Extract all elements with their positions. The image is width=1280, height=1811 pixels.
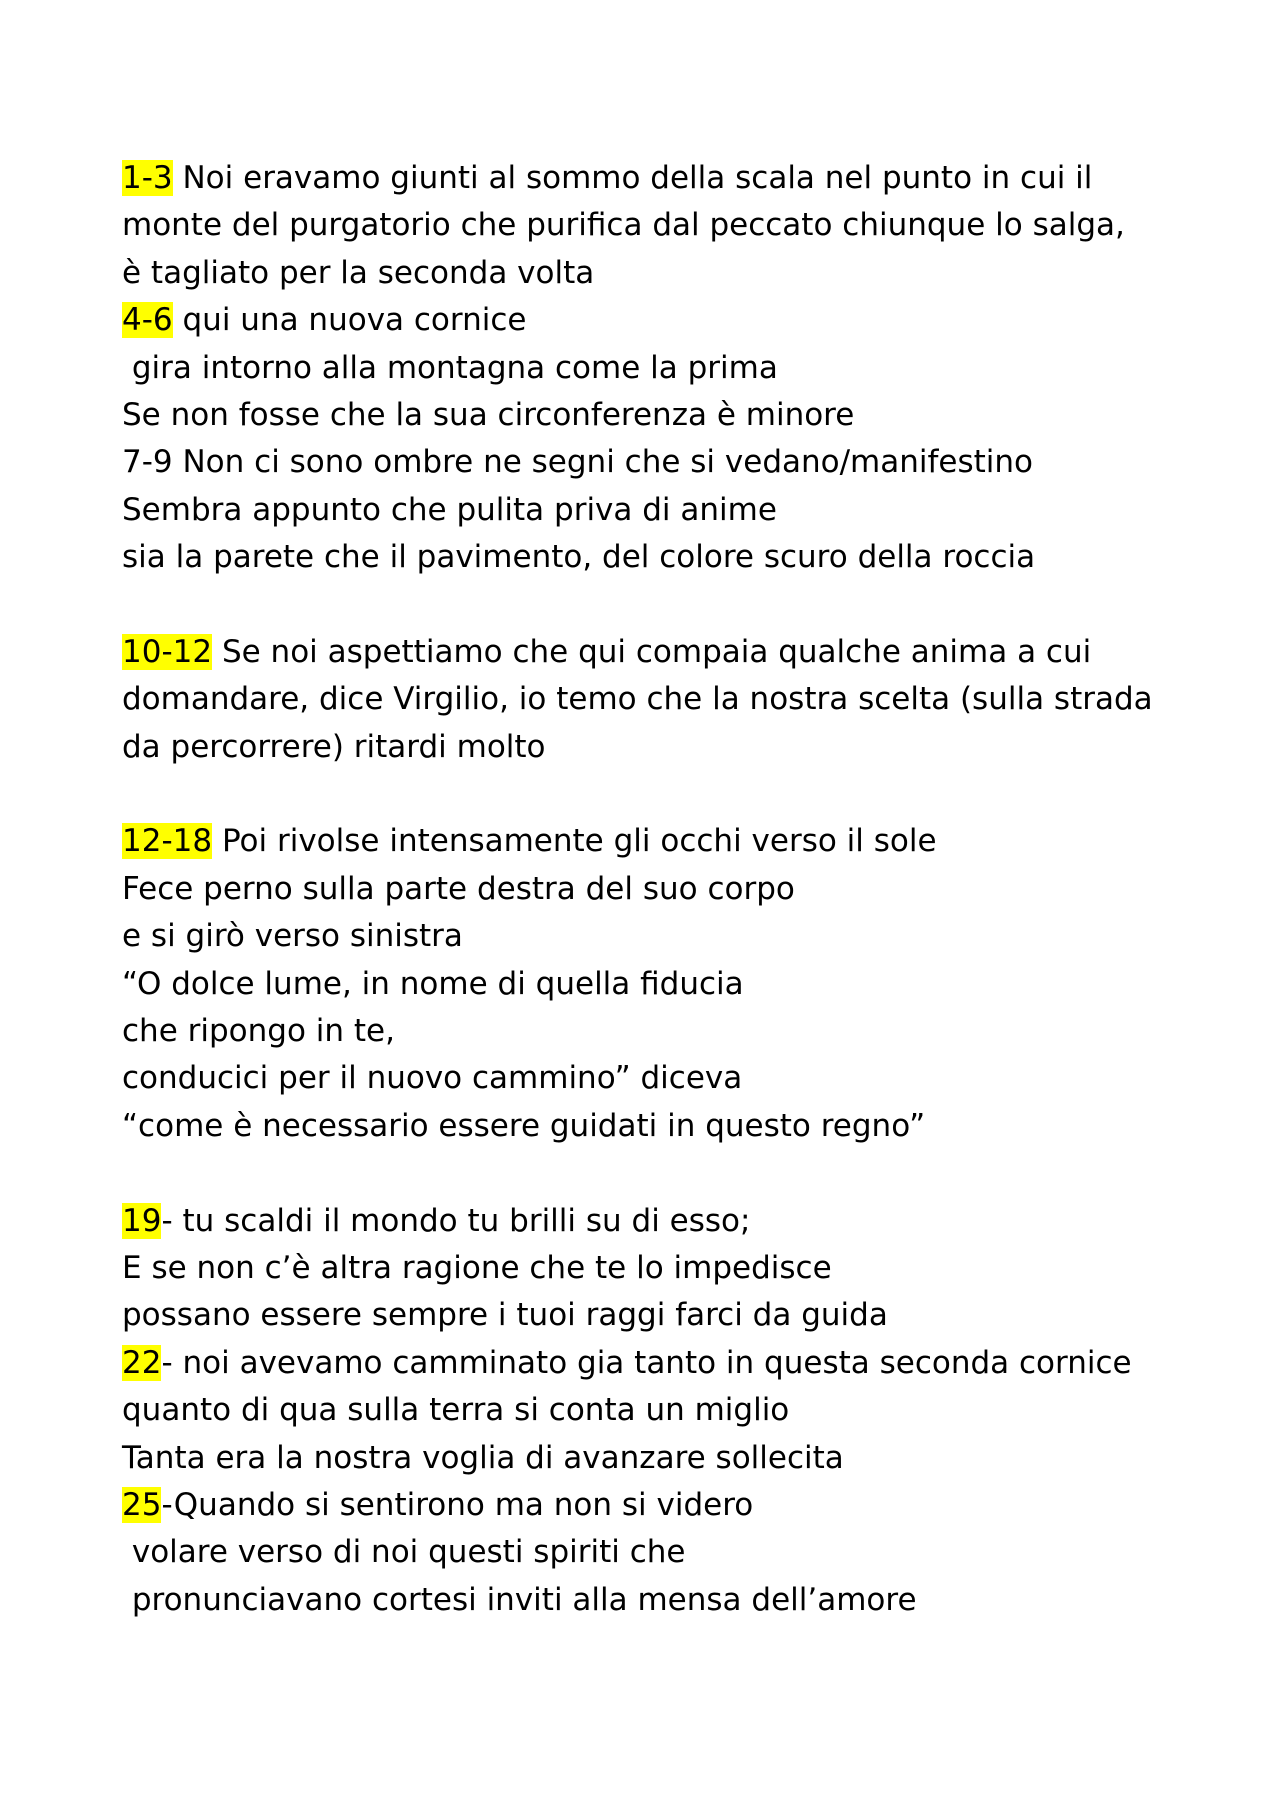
line-text: E se non c’è altra ragione che te lo impedisce	[122, 1249, 832, 1286]
text-line	[122, 1435, 1202, 1482]
line-text: Poi rivolse intensamente gli occhi verso il sole	[212, 823, 937, 860]
text-line	[122, 1103, 1202, 1150]
document-page	[122, 155, 1202, 1624]
line-text: -Quando si sentirono ma non si videro	[161, 1486, 754, 1523]
text-line	[122, 629, 1202, 676]
verse-number-highlight: 25	[122, 1486, 162, 1523]
text-line	[122, 1055, 1202, 1102]
line-text: monte del purgatorio che purifica dal peccato chiunque lo salga,	[122, 207, 1125, 244]
verse-number-highlight: 10-12	[122, 633, 213, 670]
paragraph-spacer	[122, 1150, 1202, 1197]
verse-number-highlight: 22	[122, 1344, 162, 1381]
text-line	[122, 345, 1202, 392]
text-line	[122, 1008, 1202, 1055]
line-text: da percorrere) ritardi molto	[122, 728, 546, 765]
text-line	[122, 913, 1202, 960]
verse-number-highlight: 12-18	[122, 823, 213, 860]
text-line	[122, 202, 1202, 249]
line-text: pronunciavano cortesi inviti alla mensa dell’amore	[122, 1581, 917, 1618]
line-text: volare verso di noi questi spiriti che	[122, 1534, 686, 1571]
line-text: Sembra appunto che pulita priva di anime	[122, 491, 777, 528]
text-line	[122, 1387, 1202, 1434]
line-text: - tu scaldi il mondo tu brilli su di esso;	[161, 1202, 751, 1239]
text-line	[122, 1292, 1202, 1339]
line-text: conducici per il nuovo cammino” diceva	[122, 1060, 743, 1097]
line-text: 7-9 Non ci sono ombre ne segni che si vedano/manifestino	[122, 444, 1034, 481]
line-text: Se non fosse che la sua circonferenza è minore	[122, 396, 855, 433]
line-text: sia la parete che il pavimento, del colore scuro della roccia	[122, 539, 1036, 576]
paragraph-spacer	[122, 771, 1202, 818]
line-text: quanto di qua sulla terra si conta un miglio	[122, 1392, 790, 1429]
text-line	[122, 392, 1202, 439]
text-line	[122, 534, 1202, 581]
text-line	[122, 724, 1202, 771]
line-text: Fece perno sulla parte destra del suo corpo	[122, 870, 795, 907]
line-text: e si girò verso sinistra	[122, 918, 463, 955]
line-text: “O dolce lume, in nome di quella fiducia	[122, 965, 744, 1002]
text-line	[122, 487, 1202, 534]
line-text: qui una nuova cornice	[172, 302, 527, 339]
line-text: Tanta era la nostra voglia di avanzare sollecita	[122, 1439, 844, 1476]
paragraph-spacer	[122, 582, 1202, 629]
text-line	[122, 250, 1202, 297]
verse-number-highlight: 4-6	[122, 302, 173, 339]
text-line	[122, 818, 1202, 865]
text-line	[122, 1245, 1202, 1292]
line-text: che ripongo in te,	[122, 1013, 395, 1050]
line-text: - noi avevamo camminato gia tanto in questa seconda cornice	[161, 1344, 1132, 1381]
line-text: gira intorno alla montagna come la prima	[122, 349, 778, 386]
text-line	[122, 1482, 1202, 1529]
text-line	[122, 676, 1202, 723]
verse-number-highlight: 19	[122, 1202, 162, 1239]
line-text: possano essere sempre i tuoi raggi farci da guida	[122, 1297, 888, 1334]
line-text: Noi eravamo giunti al sommo della scala nel punto in cui il	[172, 160, 1093, 196]
text-line	[122, 866, 1202, 913]
verse-number-highlight: 1-3	[122, 160, 173, 196]
line-text: è tagliato per la seconda volta	[122, 254, 595, 291]
text-line	[122, 961, 1202, 1008]
line-text: domandare, dice Virgilio, io temo che la nostra scelta (sulla strada	[122, 681, 1153, 718]
line-text: “come è necessario essere guidati in questo regno”	[122, 1107, 926, 1144]
line-text: Se noi aspettiamo che qui compaia qualche anima a cui	[212, 633, 1092, 670]
text-line	[122, 439, 1202, 486]
text-line	[122, 1529, 1202, 1576]
text-line	[122, 155, 1202, 202]
text-line	[122, 297, 1202, 344]
text-line	[122, 1198, 1202, 1245]
text-line	[122, 1340, 1202, 1387]
text-line	[122, 1577, 1202, 1624]
